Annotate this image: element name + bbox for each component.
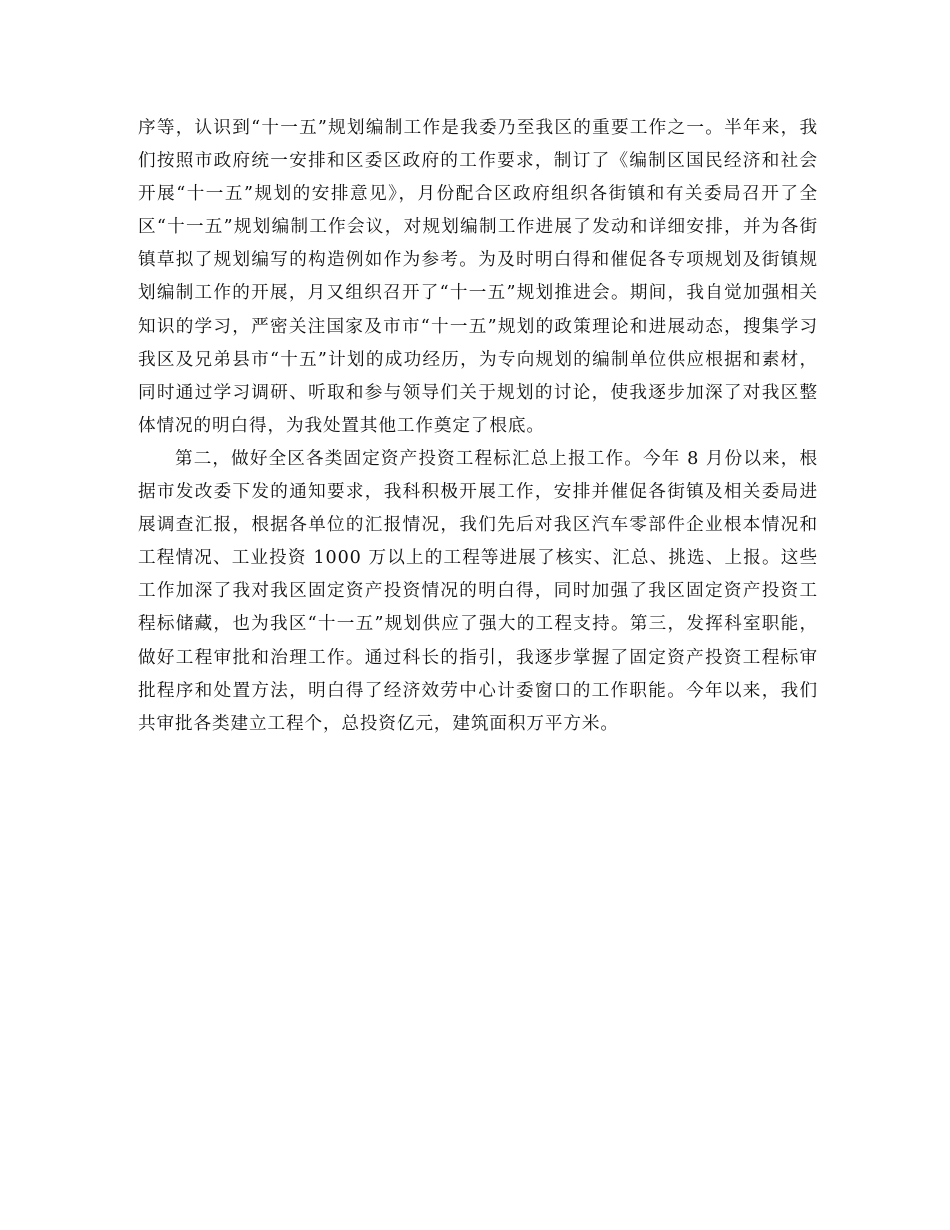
paragraph-second: 第二，做好全区各类固定资产投资工程标汇总上报工作。今年 8 月份以来，根据市发改委下发的通知要求，我科积极开展工作，安排并催促各街镇及相关委局进展调查汇报，根据各单位的汇报情况，我们先后对我区汽车零部件企业根本情况和工程情况、工业投资 1000 万以上的工程等进展了核实、汇总、挑选、上报。这些工作加深了我对我区固定资产投资情况的明白得，同时加强了我区固定资产投资工程标储藏，也为我区“十一五”规划供应了强大的工程支持。第三，发挥科室职能，做好工程审批和治理工作。通过科长的指引，我逐步掌握了固定资产投资工程标审批程序和处置方法，明白得了经济效劳中心计委窗口的工作职能。今年以来，我们共审批各类建立工程个，总投资亿元，建筑面积万平方米。	[138, 448, 818, 734]
paragraph-continued: 序等，认识到“十一五”规划编制工作是我委乃至我区的重要工作之一。半年来，我们按照市政府统一安排和区委区政府的工作要求，制订了《编制区国民经济和社会开展“十一五”规划的安排意见》，月份配合区政府组织各街镇和有关委局召开了全区“十一五”规划编制工作会议，对规划编制工作进展了发动和详细安排，并为各街镇草拟了规划编写的构造例如作为参考。为及时明白得和催促各专项规划及街镇规划编制工作的开展，月又组织召开了“十一五”规划推进会。期间，我自觉加强相关知识的学习，严密关注国家及市市“十一五”规划的政策理论和进展动态，搜集学习我区及兄弟县市“十五”计划的成功经历，为专向规划的编制单位供应根据和素材，同时通过学习调研、听取和参与领导们关于规划的讨论，使我逐步加深了对我区整体情况的明白得，为我处置其他工作奠定了根底。	[138, 118, 818, 436]
document-body	[138, 112, 818, 741]
